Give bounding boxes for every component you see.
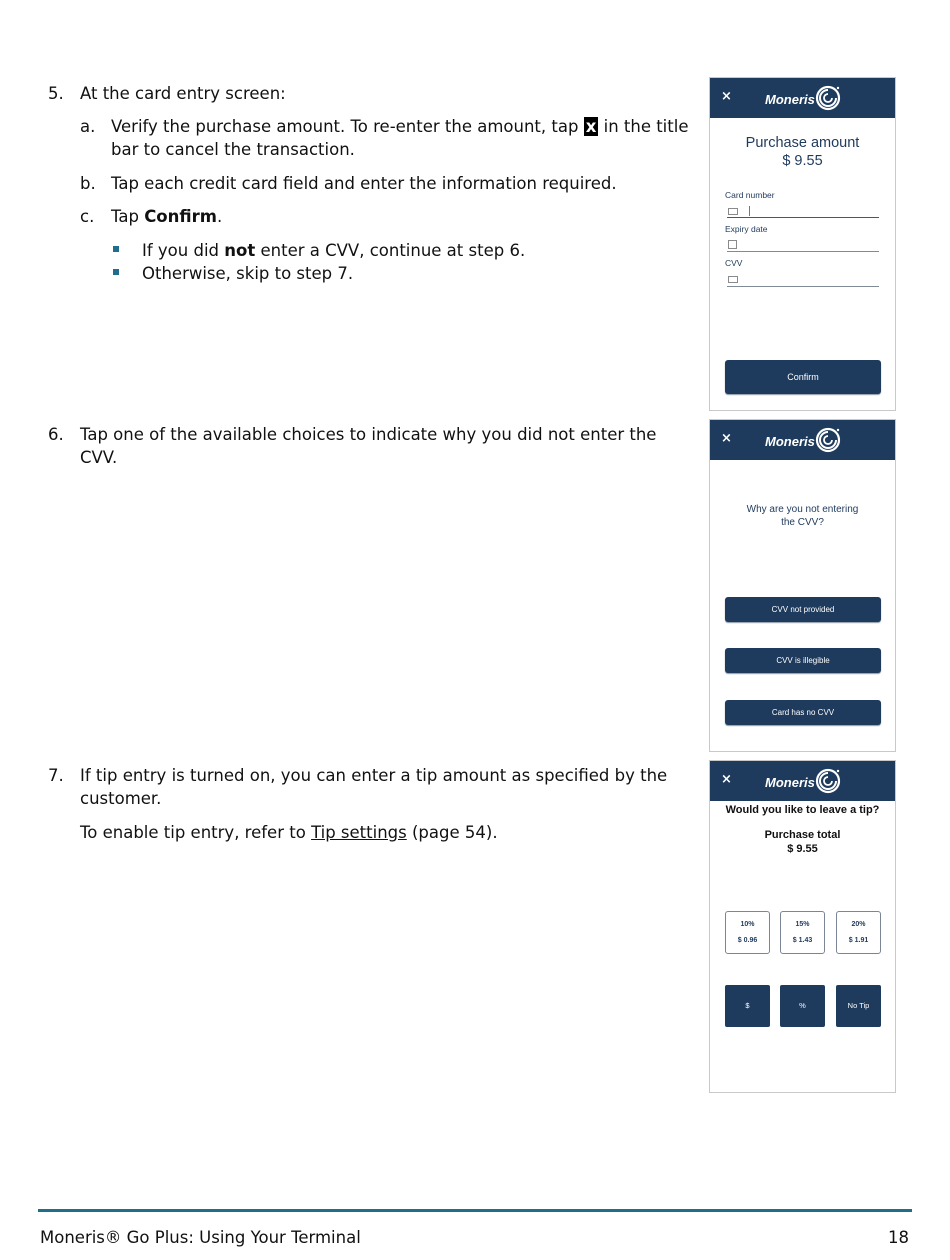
title-bar bbox=[710, 420, 895, 460]
substep-a-text: Verify the purchase amount. To re-enter the amount, tap bbox=[111, 117, 584, 136]
footer-title: Moneris® Go Plus: Using Your Terminal bbox=[40, 1228, 361, 1247]
card-number-label: Card number bbox=[725, 190, 775, 200]
step-5 bbox=[48, 82, 689, 292]
close-icon[interactable]: × bbox=[721, 772, 732, 787]
bullet-icon bbox=[113, 269, 119, 275]
reference-page: (page 54). bbox=[406, 823, 498, 842]
moneris-logo-text: Moneris bbox=[765, 434, 815, 449]
purchase-total bbox=[710, 828, 895, 856]
bullet-icon bbox=[113, 246, 119, 252]
purchase-amount-label: Purchase amount bbox=[745, 135, 860, 151]
substep-label: c. bbox=[80, 207, 95, 226]
moneris-swirl-icon bbox=[814, 767, 842, 795]
bullet-1-text: If you did bbox=[142, 241, 225, 260]
substep-a-line2: bar to cancel the transaction. bbox=[111, 140, 355, 159]
card-icon bbox=[728, 208, 738, 215]
substep-label: a. bbox=[80, 117, 96, 136]
substep-c-text: Tap bbox=[111, 207, 145, 226]
confirm-bold: Confirm bbox=[144, 207, 217, 226]
moneris-logo-text: Moneris bbox=[765, 92, 815, 107]
card-has-no-cvv-button[interactable]: Card has no CVV bbox=[725, 700, 881, 725]
cvv-input[interactable] bbox=[727, 286, 879, 287]
cvv-label: CVV bbox=[725, 258, 743, 268]
substep-c bbox=[111, 205, 222, 228]
not-bold: not bbox=[224, 241, 256, 260]
cvv-illegible-button[interactable]: CVV is illegible bbox=[725, 648, 881, 673]
tip-question: Would you like to leave a tip? bbox=[725, 804, 880, 816]
moneris-logo-text: Moneris bbox=[765, 775, 815, 790]
step-6 bbox=[48, 423, 668, 473]
tip-entry-screen bbox=[709, 760, 896, 1093]
step-number: 5. bbox=[48, 84, 64, 103]
substep-a-text-after: in the title bbox=[598, 117, 689, 136]
substep-b: Tap each credit card field and enter the information required. bbox=[111, 174, 617, 193]
card-entry-screen bbox=[709, 77, 896, 411]
cvv-reason-screen bbox=[709, 419, 896, 752]
step-7 bbox=[48, 764, 668, 854]
close-x-icon: x bbox=[585, 117, 597, 136]
expiry-date-input[interactable] bbox=[727, 251, 879, 252]
purchase-amount-value: $ 9.55 bbox=[782, 153, 823, 169]
substep-a bbox=[111, 115, 689, 161]
cvv-card-icon bbox=[728, 276, 738, 283]
footer-divider bbox=[38, 1209, 912, 1212]
tip-percent: 10% bbox=[740, 921, 755, 928]
substep-label: b. bbox=[80, 174, 96, 193]
step-6-line1: Tap one of the available choices to indicate why you did not enter the bbox=[80, 425, 657, 444]
tip-amount: $ 1.43 bbox=[792, 937, 813, 944]
text-cursor bbox=[749, 206, 750, 216]
tip-settings-link[interactable]: Tip settings bbox=[311, 823, 407, 842]
bullet-1 bbox=[142, 239, 525, 262]
tip-percent: 15% bbox=[795, 921, 810, 928]
cvv-question-line1: Why are you not entering bbox=[746, 504, 859, 515]
expiry-date-label: Expiry date bbox=[725, 224, 768, 234]
bullet-1-end: enter a CVV, continue at step 6. bbox=[255, 241, 526, 260]
tip-settings-reference bbox=[80, 821, 498, 844]
tip-option-15[interactable] bbox=[780, 911, 825, 954]
title-bar bbox=[710, 78, 895, 118]
close-icon[interactable]: × bbox=[721, 431, 732, 446]
cvv-question bbox=[710, 503, 895, 529]
tip-amount: $ 0.96 bbox=[737, 937, 758, 944]
no-tip-button[interactable]: No Tip bbox=[836, 985, 881, 1027]
moneris-swirl-icon bbox=[814, 426, 842, 454]
cvv-question-line2: the CVV? bbox=[781, 517, 824, 528]
custom-dollar-tip-button[interactable]: $ bbox=[725, 985, 770, 1027]
substep-c-end: . bbox=[216, 207, 223, 226]
moneris-swirl-icon bbox=[814, 84, 842, 112]
step-number: 6. bbox=[48, 425, 64, 444]
purchase-total-value: $ 9.55 bbox=[787, 843, 818, 855]
calendar-icon bbox=[728, 240, 737, 249]
tip-percent: 20% bbox=[851, 921, 866, 928]
purchase-total-label: Purchase total bbox=[764, 829, 841, 841]
confirm-button[interactable]: Confirm bbox=[725, 360, 881, 394]
custom-percent-tip-button[interactable]: % bbox=[780, 985, 825, 1027]
purchase-amount bbox=[710, 134, 895, 170]
reference-text: To enable tip entry, refer to bbox=[80, 823, 312, 842]
step-7-line2: customer. bbox=[80, 789, 162, 808]
close-icon[interactable]: × bbox=[721, 89, 732, 104]
cvv-not-provided-button[interactable]: CVV not provided bbox=[725, 597, 881, 622]
page-number: 18 bbox=[888, 1228, 909, 1247]
card-number-input[interactable] bbox=[727, 217, 879, 218]
tip-amount: $ 1.91 bbox=[848, 937, 869, 944]
step-6-line2: CVV. bbox=[80, 448, 118, 467]
tip-option-10[interactable] bbox=[725, 911, 770, 954]
title-bar bbox=[710, 761, 895, 801]
bullet-2: Otherwise, skip to step 7. bbox=[142, 264, 354, 283]
step-number: 7. bbox=[48, 766, 64, 785]
step-7-line1: If tip entry is turned on, you can enter a tip amount as specified by the bbox=[80, 766, 668, 785]
step-intro: At the card entry screen: bbox=[80, 84, 286, 103]
tip-option-20[interactable] bbox=[836, 911, 881, 954]
